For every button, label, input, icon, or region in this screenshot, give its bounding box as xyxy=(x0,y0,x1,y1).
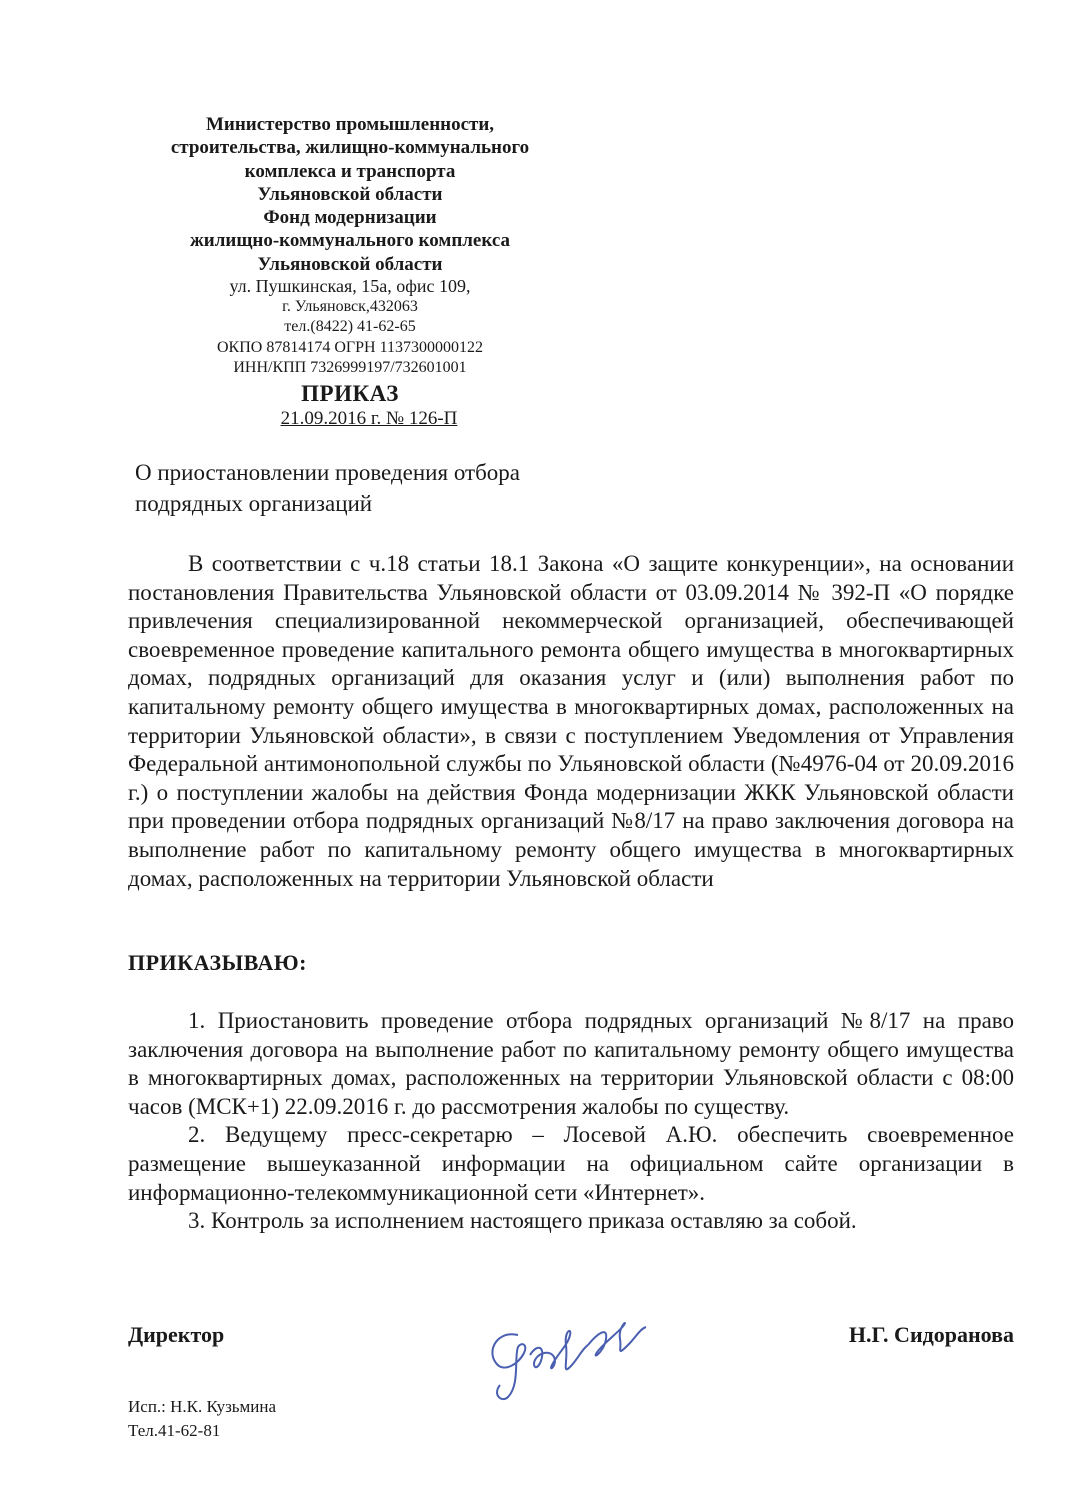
org-line: комплекса и транспорта xyxy=(244,160,456,182)
signatory-role: Директор xyxy=(128,1322,225,1347)
document-type: ПРИКАЗ xyxy=(301,380,399,406)
address-city: г. Ульяновск,432063 xyxy=(282,297,418,315)
order-item: 3. Контроль за исполнением настоящего приказа оставляю за собой. xyxy=(188,1208,857,1234)
org-line: Фонд модернизации xyxy=(263,207,437,229)
org-line: Ульяновской области xyxy=(257,183,443,205)
preamble xyxy=(128,550,1014,893)
order-items xyxy=(128,1007,1014,1236)
okpo-ogrn: ОКПО 87814174 ОГРН 1137300000122 xyxy=(217,338,483,356)
executor-info xyxy=(128,1395,276,1443)
subject xyxy=(135,457,565,519)
order-heading: ПРИКАЗЫВАЮ: xyxy=(128,950,307,975)
order-item: 2. Ведущему пресс-секретарю – Лосевой А.Ю. обеспечить своевременное размещение вышеуказанной информации на официальном сайте организации в информационно-телекоммуникационной сети «Интернет». xyxy=(128,1122,1014,1205)
order-item: 1. Приостановить проведение отбора подрядных организаций №8/17 на право заключения договора на выполнение работ по капитальному ремонту общего имущества в многоквартирных домах, расположенных на территории Ульяновской области с 08:00 часов (МСК+1) 22.09.2016 г. до рассмотрения жалобы по существу. xyxy=(128,1008,1014,1119)
date-number xyxy=(128,408,572,430)
signatory-name: Н.Г. Сидоранова xyxy=(848,1322,1014,1347)
inn-kpp: ИНН/КПП 7326999197/732601001 xyxy=(233,359,467,377)
address-street: ул. Пушкинская, 15а, офис 109, xyxy=(229,276,471,297)
executor-phone: Тел.41-62-81 xyxy=(128,1421,221,1440)
subject-line: подрядных организаций xyxy=(135,491,373,516)
preamble-paragraph: В соответствии с ч.18 статьи 18.1 Закона «О защите конкуренции», на основании постановления Правительства Ульяновской области от 03.09.2014 № 392-П «О порядке привлечения специализированной некоммерческой организацией, обеспечивающей своевременное проведение капитального ремонта общего имущества в многоквартирных домах, подрядных организаций для оказания услуг и (или) выполнения работ по капитальному ремонту общего имущества в многоквартирных домах, расположенных на территории Ульяновской области», в связи с поступлением Уведомления от Управления Федеральной антимонопольной службы по Ульяновской области (№4976-04 от 20.09.2016 г.) о поступлении жалобы на действия Фонда модернизации ЖКК Ульяновской области при проведении отбора подрядных организаций №8/17 на право заключения договора на выполнение работ по капитальному ремонту общего имущества в многоквартирных домах, расположенных на территории Ульяновской области xyxy=(128,551,1014,891)
org-line: Министерство промышленности, xyxy=(205,114,495,135)
letterhead xyxy=(128,113,572,430)
subject-line: О приостановлении проведения отбора xyxy=(135,460,520,485)
org-line: строительства, жилищно-коммунального xyxy=(170,137,530,159)
handwritten-signature xyxy=(478,1305,658,1405)
date-number-text: 21.09.2016 г. № 126-П xyxy=(280,407,458,429)
org-line: Ульяновской области xyxy=(257,253,443,275)
phone: тел.(8422) 41-62-65 xyxy=(284,318,416,336)
org-line: жилищно-коммунального комплекса xyxy=(190,230,510,252)
executor-name: Исп.: Н.К. Кузьмина xyxy=(128,1397,277,1416)
